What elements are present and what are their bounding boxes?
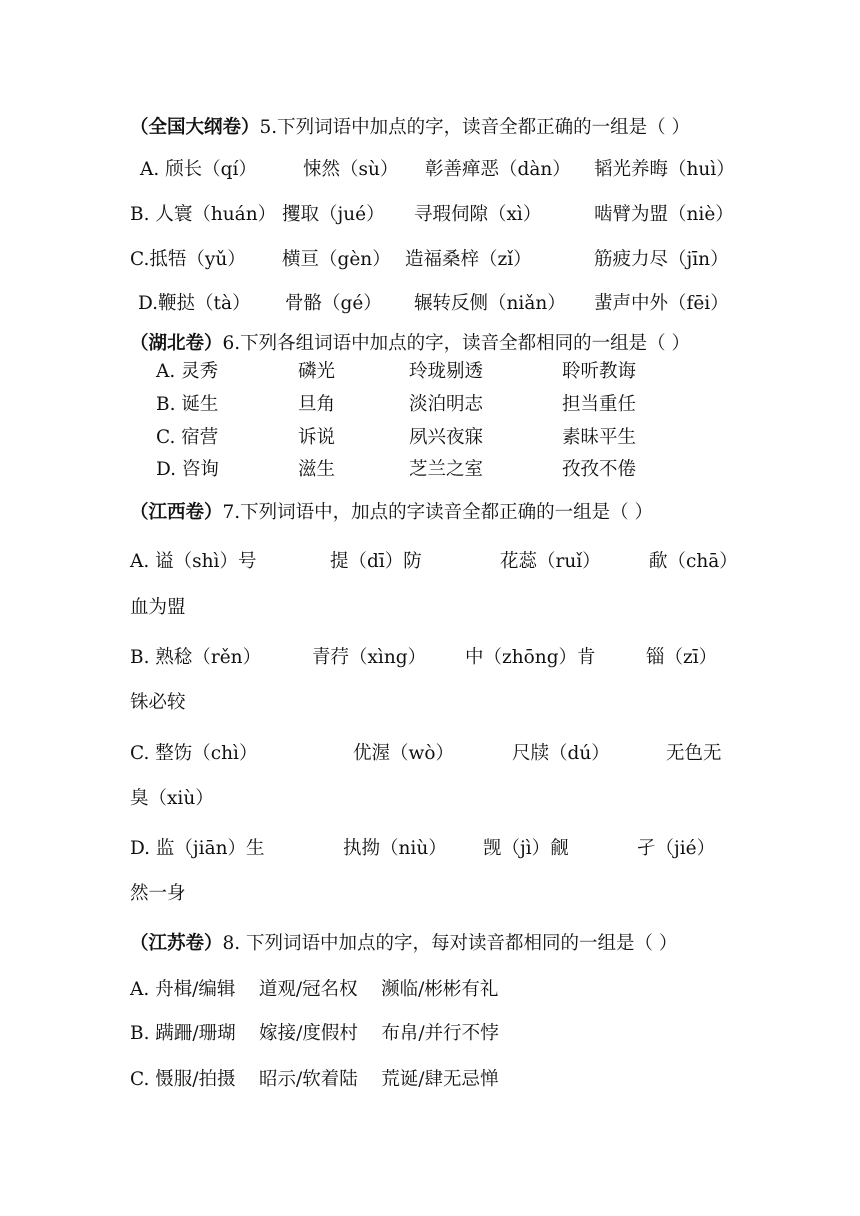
q6-d-item-2: 滋生: [298, 459, 336, 480]
q7-c-item-2: 优渥（wò）: [353, 743, 454, 764]
q7-b-item-1: B. 熟稔（rěn）: [130, 647, 262, 668]
q5-a-item-1: A. 颀长（qí）: [140, 159, 257, 180]
question-7-stem: [130, 501, 653, 525]
question-source: （江西卷）: [130, 502, 223, 523]
q6-b-item-3: 淡泊明志: [409, 394, 484, 415]
q5-a-item-2: 悚然（sù）: [303, 159, 399, 180]
q7-d-item-2: 执拗（niù）: [343, 838, 447, 859]
q5-d-item-2: 骨骼（gé）: [285, 293, 382, 314]
q5-c-item-2: 横亘（gèn）: [282, 249, 391, 270]
q6-d-item-3: 芝兰之室: [409, 459, 484, 480]
q7-c-item-4: 无色无: [666, 743, 722, 764]
q8-option-a: A. 舟楫/编辑 道观/冠名权 濒临/彬彬有礼: [130, 979, 499, 1000]
question-text: 6.下列各组词语中加点的字，读音全都相同的一组是（ ）: [222, 333, 691, 354]
question-source: （江苏卷）: [130, 933, 223, 954]
q5-b-item-4: 啮臂为盟（niè）: [594, 204, 734, 225]
q5-b-item-2: 攫取（jué）: [282, 204, 385, 225]
q7-option-d-cont: 然一身: [130, 883, 186, 904]
q7-b-item-3: 中（zhōng）肯: [465, 647, 596, 668]
question-text: 7.下列词语中，加点的字读音全都正确的一组是（ ）: [222, 502, 654, 523]
q5-d-item-3: 辗转反侧（niǎn）: [414, 293, 566, 314]
q5-a-item-4: 韬光养晦（huì）: [594, 159, 735, 180]
q8-option-b: B. 蹒跚/珊瑚 嫁接/度假村 布帛/并行不悖: [130, 1023, 499, 1044]
q6-a-item-2: 磷光: [298, 361, 336, 382]
q5-a-item-3: 彰善瘅恶（dàn）: [425, 159, 571, 180]
q7-option-a-cont: 血为盟: [130, 597, 186, 618]
question-source: （湖北卷）: [130, 333, 223, 354]
q7-a-item-3: 花蕊（ruǐ）: [500, 551, 601, 572]
q5-c-item-4: 筋疲力尽（jīn）: [594, 249, 729, 270]
q6-a-item-1: A. 灵秀: [156, 361, 219, 382]
q6-a-item-3: 玲珑剔透: [409, 361, 484, 382]
q7-option-b-cont: 铢必较: [130, 692, 186, 713]
q6-b-item-4: 担当重任: [562, 394, 637, 415]
q7-a-item-4: 歃（chā）: [649, 551, 738, 572]
q6-c-item-2: 诉说: [298, 427, 336, 448]
q7-d-item-3: 觊（jì）觎: [483, 838, 569, 859]
q6-c-item-4: 素昧平生: [562, 427, 637, 448]
q6-c-item-3: 夙兴夜寐: [409, 427, 484, 448]
q7-c-item-3: 尺牍（dú）: [512, 743, 610, 764]
q6-d-item-4: 孜孜不倦: [562, 459, 637, 480]
question-5-stem: [130, 116, 690, 140]
q5-b-item-3: 寻瑕伺隙（xì）: [414, 204, 542, 225]
q7-b-item-2: 青荇（xìng）: [312, 647, 427, 668]
q6-b-item-1: B. 诞生: [156, 394, 219, 415]
q7-a-item-1: A. 谥（shì）号: [130, 551, 257, 572]
q5-c-item-3: 造福桑梓（zǐ）: [405, 249, 532, 270]
q7-c-item-1: C. 整饬（chì）: [130, 743, 258, 764]
question-source: （全国大纲卷）: [130, 117, 260, 138]
q7-d-item-1: D. 监（jiān）生: [130, 838, 265, 859]
q7-option-c-cont: 臭（xiù）: [130, 788, 214, 809]
q6-b-item-2: 旦角: [298, 394, 336, 415]
question-text: 8. 下列词语中加点的字，每对读音都相同的一组是（ ）: [222, 933, 678, 954]
q6-a-item-4: 聆听教诲: [562, 361, 637, 382]
q7-b-item-4: 锱（zī）: [646, 647, 718, 668]
q8-option-c: C. 慑服/拍摄 昭示/软着陆 荒诞/肆无忌惮: [130, 1069, 499, 1090]
q5-d-item-4: 蜚声中外（fēi）: [594, 293, 729, 314]
q5-c-item-1: C.抵牾（yǔ）: [130, 249, 246, 270]
q7-d-item-4: 孑（jié）: [637, 838, 716, 859]
q6-d-item-1: D. 咨询: [156, 459, 219, 480]
q5-b-item-1: B. 人寰（huán）: [130, 204, 277, 225]
question-6-stem: [130, 332, 690, 356]
q5-d-item-1: D.鞭挞（tà）: [138, 293, 251, 314]
q7-a-item-2: 提（dī）防: [330, 551, 422, 572]
question-8-stem: [130, 932, 677, 956]
question-text: 5.下列词语中加点的字，读音全都正确的一组是（ ）: [259, 117, 691, 138]
q6-c-item-1: C. 宿营: [156, 427, 219, 448]
